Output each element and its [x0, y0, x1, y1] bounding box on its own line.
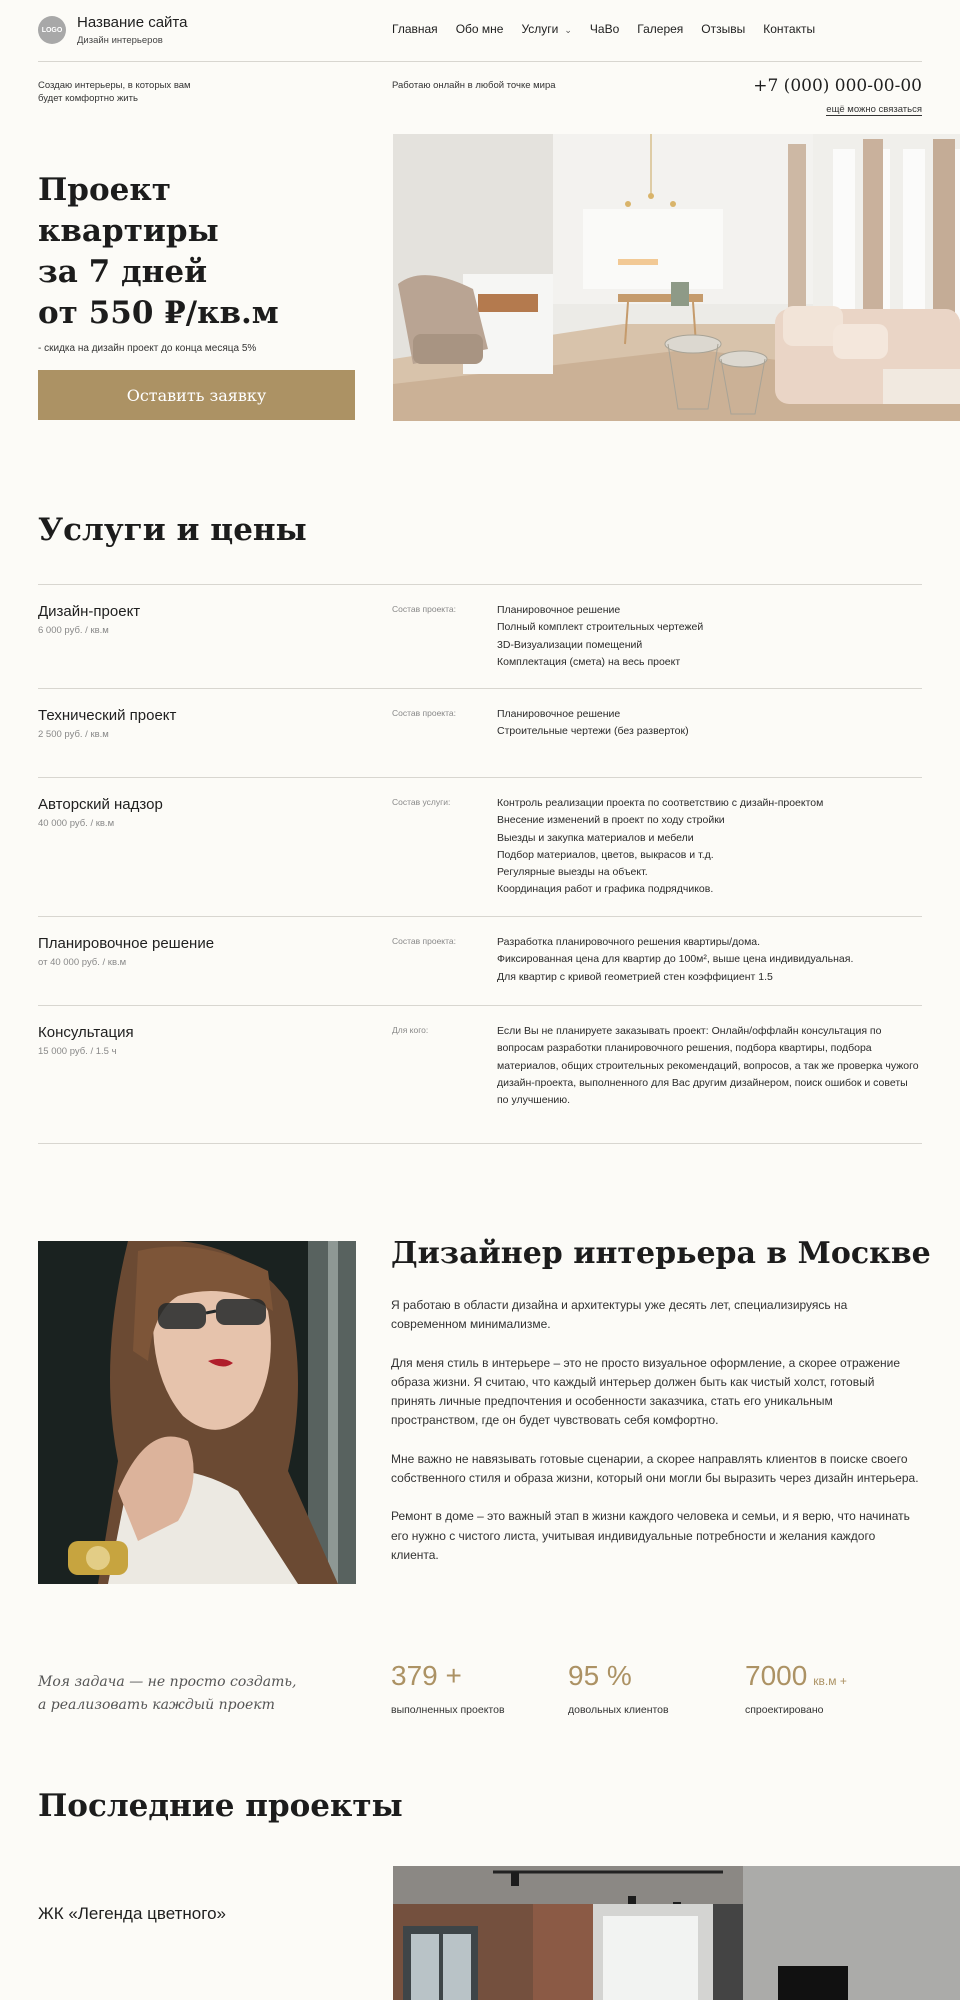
stat-unit: кв.м + — [813, 1674, 847, 1688]
service-detail-item: Выезды и закупка материалов и мебели — [497, 831, 694, 844]
nav-item-home[interactable]: Главная — [392, 22, 438, 36]
service-detail-label: Состав проекта: — [392, 604, 457, 614]
service-name: Технический проект — [38, 707, 177, 724]
service-detail-item: Контроль реализации проекта по соответствию с дизайн-проектом — [497, 797, 824, 809]
service-details — [497, 602, 922, 671]
project-image[interactable] — [393, 1866, 960, 2000]
stat-label: довольных клиентов — [568, 1704, 669, 1716]
nav-item-services[interactable] — [521, 22, 571, 36]
service-detail-item: Подбор материалов, цветов, выкрасов и т.д. — [497, 848, 714, 861]
service-row-author-supervision — [38, 778, 922, 917]
online-note: Работаю онлайн в любой точке мира — [392, 80, 556, 91]
service-name: Авторский надзор — [38, 796, 163, 813]
chevron-down-icon: ⌄ — [564, 25, 572, 35]
service-detail-item: Планировочное решение — [497, 708, 621, 720]
service-detail-label: Состав проекта: — [392, 708, 457, 718]
projects-title: Последние проекты — [38, 1788, 403, 1824]
nav-item-about[interactable]: Обо мне — [455, 22, 504, 36]
service-name: Консультация — [38, 1024, 134, 1041]
service-price: 15 000 руб. / 1.5 ч — [38, 1046, 117, 1057]
service-detail-item: Для квартир с кривой геометрией стен коэффициент 1.5 — [497, 970, 773, 983]
stat-clients — [568, 1660, 669, 1716]
service-price: 6 000 руб. / кв.м — [38, 625, 109, 636]
service-detail-label: Для кого: — [392, 1025, 429, 1035]
service-detail-item: Координация работ и графика подрядчиков. — [497, 883, 714, 896]
hero-title-line: за 7 дней — [38, 254, 208, 290]
nav-item-reviews[interactable]: Отзывы — [701, 22, 746, 36]
mission-statement: Моя задача — не просто создать, а реализовать каждый проект — [38, 1674, 297, 1713]
service-row-consultation — [38, 1006, 922, 1144]
service-name: Дизайн-проект — [38, 603, 141, 620]
service-detail-label: Состав проекта: — [392, 936, 457, 946]
stat-area — [745, 1660, 847, 1716]
service-details — [497, 795, 922, 899]
hero-title-line: Проект квартиры — [38, 172, 219, 249]
service-detail-item: 3D-Визуализации помещений — [497, 638, 643, 651]
nav-item-gallery[interactable]: Галерея — [637, 22, 684, 36]
hero-title — [38, 170, 358, 334]
service-detail-item: Строительные чертежи (без разверток) — [497, 725, 689, 738]
nav-item-faq[interactable]: ЧаВо — [589, 22, 620, 36]
bio-paragraph: Я работаю в области дизайна и архитектуры уже десять лет, специализируясь на современном минимализме. — [391, 1298, 848, 1332]
bio-paragraph: Мне важно не навязывать готовые сценарии, а скорее направлять клиентов в поиске своего собственного стиля и образа жизни, который они могли бы выразить через дизайн интерьера. — [391, 1451, 919, 1486]
service-row-design-project — [38, 585, 922, 689]
service-detail-item: Фиксированная цена для квартир до 100м², выше цена индивидуальная. — [497, 953, 854, 966]
service-detail-item: Если Вы не планируете заказывать проект: Онлайн/оффлайн консультация по вопросам разработки планировочного решения, подбора квартиры, подбора материалов, общих строительных рекомендаций, вопросов, а так же проверка чужого дизайн-проекта, выполненного для Вас другим дизайнером, поиск ошибок и советы по улучшению. — [497, 1025, 919, 1107]
nav-item-contacts[interactable]: Контакты — [763, 22, 816, 36]
service-price: от 40 000 руб. / кв.м — [38, 957, 127, 968]
service-price: 40 000 руб. / кв.м — [38, 818, 115, 829]
service-details — [497, 706, 922, 741]
service-detail-item: Внесение изменений в проект по ходу стройки — [497, 814, 725, 827]
service-detail-item: Регулярные выезды на объект. — [497, 866, 648, 879]
phone-number[interactable]: +7 (000) 000-00-00 — [753, 76, 922, 96]
services-title: Услуги и цены — [38, 512, 307, 548]
service-name: Планировочное решение — [38, 935, 215, 952]
site-header — [38, 0, 922, 62]
submit-request-button[interactable]: Оставить заявку — [38, 370, 355, 420]
service-detail-item: Разработка планировочного решения квартиры/дома. — [497, 936, 761, 948]
service-row-floor-plan — [38, 917, 922, 1006]
stat-value-row — [745, 1660, 847, 1692]
service-details — [497, 1023, 922, 1109]
other-contacts-link[interactable]: ещё можно связаться — [826, 104, 922, 115]
hero-title-line: от 550 ₽/кв.м — [38, 295, 279, 331]
site-name[interactable]: Название сайта — [77, 14, 188, 31]
stat-value: 7000 — [745, 1660, 808, 1691]
stat-label: спроектировано — [745, 1704, 824, 1716]
service-detail-item: Планировочное решение — [497, 604, 621, 616]
service-details — [497, 934, 922, 986]
designer-portrait — [38, 1241, 356, 1584]
stat-label: выполненных проектов — [391, 1704, 505, 1716]
bio-paragraph: Для меня стиль в интерьере – это не просто визуальное оформление, а скорее отражение образа жизни. Я считаю, что каждый интерьер должен быть как чистый холст, готовый принять личные предпочтения и особенности заказчика, стать его уникальным пространством, где он будет чувствовать себя комфортно. — [391, 1355, 900, 1428]
bio-paragraph: Ремонт в доме – это важный этап в жизни каждого человека и семьи, и я верю, что начинать его нужно с чистого листа, учитывая индивидуальные потребности и желания каждого клиента. — [391, 1509, 910, 1562]
designer-bio — [391, 1296, 921, 1584]
tagline: Создаю интерьеры, в которых вам будет комфортно жить — [38, 80, 191, 104]
service-detail-label: Состав услуги: — [392, 797, 451, 807]
service-row-technical-project — [38, 689, 922, 778]
designer-title: Дизайнер интерьера в Москве — [391, 1236, 931, 1271]
discount-note: - скидка на дизайн проект до конца месяца 5% — [38, 343, 257, 354]
logo[interactable]: LOGO — [38, 16, 66, 44]
service-detail-item: Полный комплект строительных чертежей — [497, 621, 704, 634]
stat-value: 95 % — [568, 1660, 632, 1691]
site-subtitle: Дизайн интерьеров — [77, 35, 163, 46]
service-price: 2 500 руб. / кв.м — [38, 729, 109, 740]
hero-interior-image — [393, 134, 960, 421]
main-nav — [392, 22, 815, 36]
project-name[interactable]: ЖК «Легенда цветного» — [38, 1904, 226, 1923]
nav-item-services-label: Услуги — [521, 22, 559, 36]
services-list — [38, 584, 922, 1144]
service-detail-item: Комплектация (смета) на весь проект — [497, 655, 681, 668]
stat-projects — [391, 1660, 505, 1716]
stat-value: 379 + — [391, 1660, 462, 1691]
